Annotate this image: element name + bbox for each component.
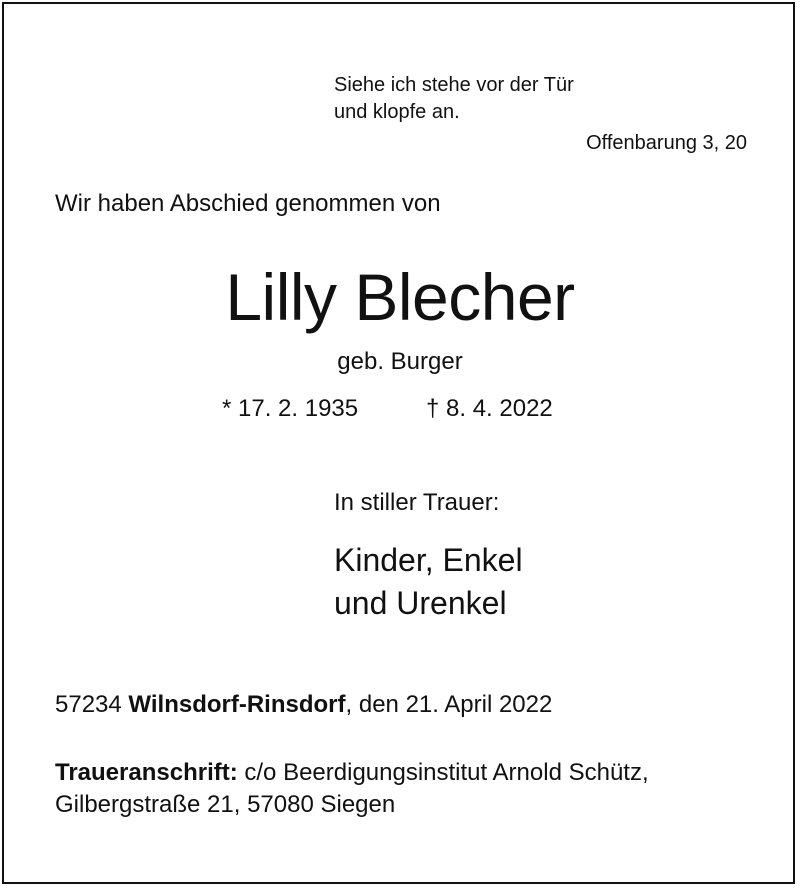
death-date: † 8. 4. 2022 bbox=[426, 395, 553, 422]
mourners-line-1: Kinder, Enkel bbox=[334, 542, 523, 578]
mourning-address bbox=[55, 757, 649, 821]
address-label: Traueranschrift: bbox=[55, 759, 238, 786]
verse-line-1: Siehe ich stehe vor der Tür bbox=[334, 74, 574, 96]
mourning-label: In stiller Trauer: bbox=[334, 489, 500, 516]
mourners-line-2: und Urenkel bbox=[334, 585, 507, 621]
place-name: Wilnsdorf-Rinsdorf bbox=[128, 691, 346, 718]
address-line-2: Gilbergstraße 21, 57080 Siegen bbox=[55, 791, 396, 818]
intro-text: Wir haben Abschied genommen von bbox=[55, 190, 441, 217]
verse-line-2: und klopfe an. bbox=[334, 101, 460, 123]
place-date-line bbox=[55, 689, 552, 721]
maiden-name: geb. Burger bbox=[337, 348, 463, 375]
birth-date: * 17. 2. 1935 bbox=[222, 395, 359, 422]
date: , den 21. April 2022 bbox=[345, 691, 553, 718]
bible-verse bbox=[334, 72, 574, 126]
deceased-name: Lilly Blecher bbox=[225, 260, 575, 334]
address-line-1: c/o Beerdigungsinstitut Arnold Schütz, bbox=[237, 759, 649, 786]
mourners bbox=[334, 539, 523, 625]
verse-reference: Offenbarung 3, 20 bbox=[586, 132, 747, 154]
postcode: 57234 bbox=[55, 691, 122, 718]
